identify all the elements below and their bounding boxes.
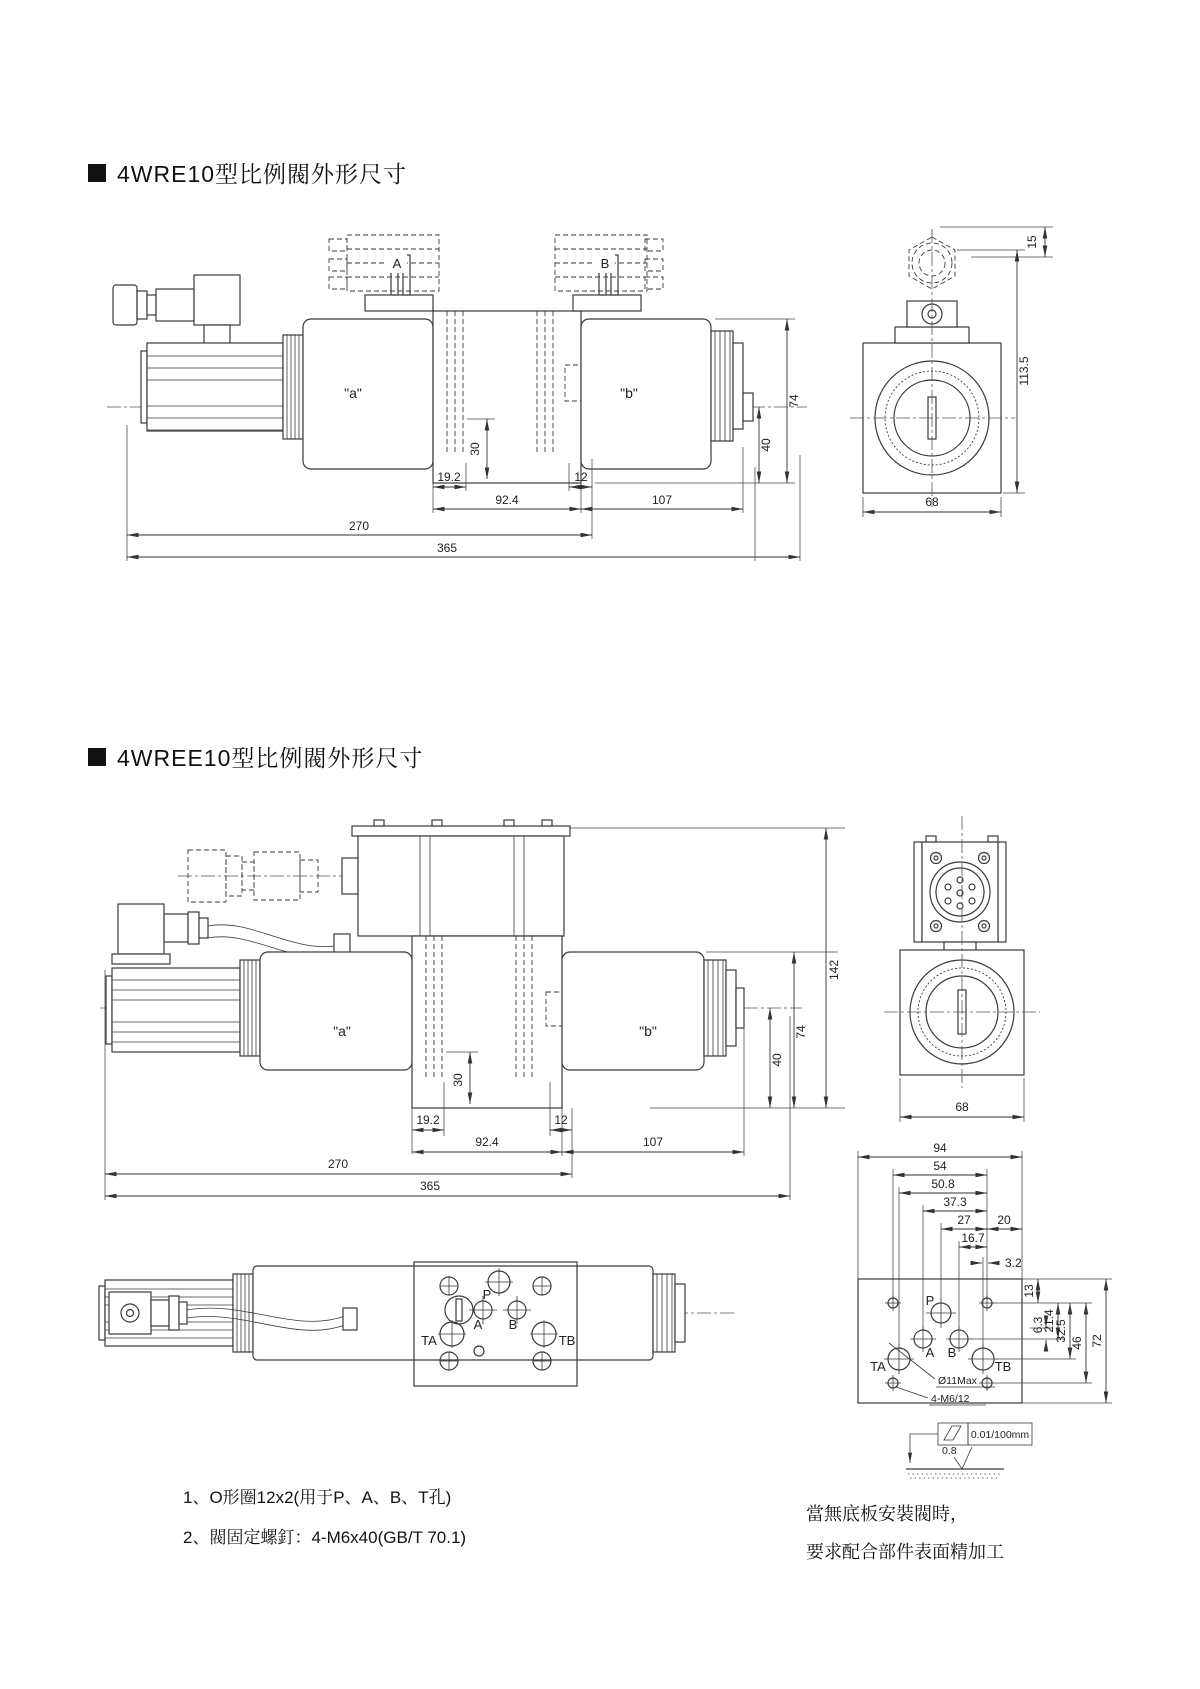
section-title-text: 4WREE10型比例閥外形尺寸 [117,745,424,771]
dim-72: 72 [1090,1334,1104,1348]
dim-30: 30 [451,1073,465,1087]
dim-12: 12 [574,470,588,484]
section-title-4wre10 [88,156,407,189]
dim-27: 27 [957,1213,971,1227]
dim-107: 107 [651,493,673,507]
wre10-end-view [850,227,1053,517]
dim-92-4: 92.4 [495,493,519,507]
coil-a-text: "a" [344,385,362,401]
mounting-hole-pattern [790,1135,1190,1500]
dim-107: 107 [642,1135,664,1149]
dim-365: 365 [436,541,458,555]
dim-21-4: 21.4 [1042,1309,1056,1333]
valve-central-body [433,311,581,483]
port-p-label: P [482,1287,492,1302]
subplate-face [858,1279,1022,1405]
dim-40: 40 [770,1053,784,1067]
dim-12: 12 [554,1113,568,1127]
port-tb-label: TB [994,1359,1012,1374]
dim-40: 40 [759,438,773,452]
coil-b-text: "b" [620,385,638,401]
mounting-footnote [806,1495,1004,1571]
port-b-label: B [947,1345,957,1360]
flatness-value: 0.01/100mm [970,1429,1030,1441]
solenoid-tube-a [106,960,260,1056]
coil-b-text: "b" [639,1023,657,1039]
dim-50-8: 50.8 [931,1177,955,1191]
hole-diameter-callout: Ø11Max [938,1375,977,1387]
dim-46: 46 [1070,1336,1084,1350]
port-b-label: B [508,1317,518,1332]
dim-68: 68 [955,1100,969,1114]
roughness-value: 0.8 [942,1445,957,1457]
dim-74: 74 [787,394,801,408]
dim-16-7: 16.7 [961,1231,985,1245]
wre10-dimension-drawing [95,215,1105,570]
dim-365: 365 [419,1179,441,1193]
pattern-dimensions [858,1141,1112,1403]
dim-37-3: 37.3 [943,1195,967,1209]
dim-6-3: 6.3 [1031,1316,1045,1334]
port-a-label: A [925,1345,935,1360]
dim-3-2: 3.2 [1005,1256,1022,1270]
plug-b-label: B [600,256,610,271]
coil-b-body [581,319,711,469]
port-tb-label: TB [558,1333,576,1348]
port-ta-label: TA [870,1359,886,1374]
solenoid-plug-a [329,235,439,311]
solenoid-plug-b [555,235,663,311]
dim-142: 142 [827,959,841,981]
port-p-label: P [925,1293,935,1308]
wree10-top-view [95,1252,795,1407]
dim-13: 13 [1022,1284,1036,1298]
coil-b-end-nut [704,960,744,1056]
solenoid-tube-a [141,335,303,439]
dim-54: 54 [933,1159,947,1173]
port-a-label: A [473,1317,483,1332]
valve-central-body [412,936,562,1108]
electronics-box [352,820,570,936]
thread-callout: 4-M6/12 [931,1393,970,1405]
dim-19-2: 19.2 [437,470,461,484]
mating-connector-dashed [178,850,358,902]
coil-a-body [303,319,433,469]
dim-113-5: 113.5 [1017,356,1031,386]
dim-74: 74 [794,1025,808,1039]
wre10-side-view [107,235,807,561]
dim-94: 94 [933,1141,947,1155]
wree10-end-view [884,816,1040,1122]
dim-270: 270 [327,1157,349,1171]
wree10-end-dimensions [900,1078,1024,1122]
dim-30: 30 [468,442,482,456]
coil-b-end-nut [711,331,753,441]
coil-a-text: "a" [333,1023,351,1039]
wree10-side-view [100,820,845,1200]
note-screws: 2、閥固定螺釘：4-M6x40(GB/T 70.1) [183,1528,467,1547]
note-oring: 1、O形圈12x2(用于P、A、B、T孔) [183,1488,452,1507]
mounting-footnote-line1: 當無底板安裝閥時， [806,1504,968,1524]
section-marker-icon [88,164,106,182]
coil-a-body [260,952,412,1070]
dim-19-2: 19.2 [416,1113,440,1127]
section-title-text: 4WRE10型比例閥外形尺寸 [117,161,408,187]
port-ta-label: TA [421,1333,437,1348]
dim-32-5: 32.5 [1054,1319,1068,1343]
dim-68: 68 [925,495,939,509]
mounting-footnote-line2: 要求配合部件表面精加工 [806,1542,1004,1562]
dim-20: 20 [997,1213,1011,1227]
dim-270: 270 [348,519,370,533]
dim-15: 15 [1025,235,1039,249]
coil-b-body [562,952,704,1070]
plug-a-label: A [392,256,402,271]
dim-92-4: 92.4 [475,1135,499,1149]
surface-finish-symbol [906,1423,1032,1478]
